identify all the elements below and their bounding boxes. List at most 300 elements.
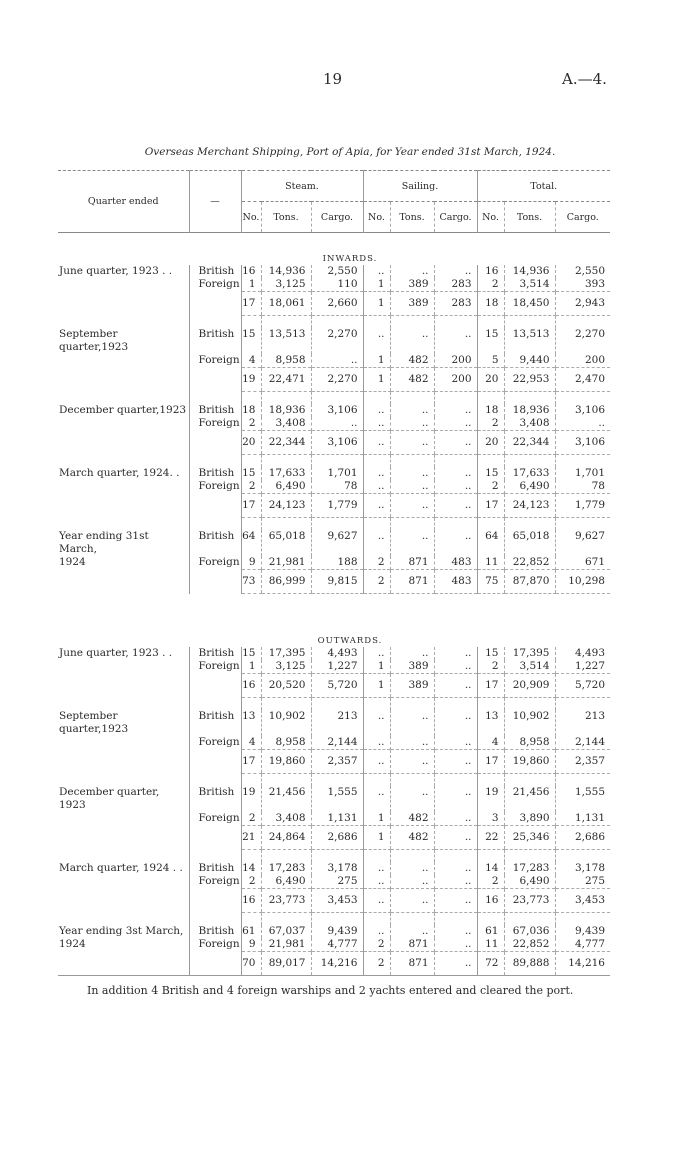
- steam-no-cell: 61: [241, 925, 261, 938]
- steam-tons-cell: 3,408: [261, 812, 311, 826]
- steam-no-total: 16: [241, 889, 261, 913]
- flag-label: British: [189, 786, 241, 812]
- empty-cell: [390, 455, 434, 468]
- total-tons-total: 18,450: [504, 292, 555, 316]
- steam-no-cell: 64: [241, 530, 261, 556]
- sailing-tons-cell: 871: [390, 556, 434, 570]
- sailing-cargo-cell: ..: [434, 480, 477, 494]
- total-no-total: 20: [477, 431, 504, 455]
- steam-no-cell: 18: [241, 404, 261, 417]
- total-cargo-cell: ..: [555, 417, 610, 431]
- spacer-row: [58, 913, 610, 926]
- total-tons-cell: 13,513: [504, 328, 555, 354]
- empty-cell: [555, 392, 610, 405]
- steam-cargo-cell: 275: [311, 875, 363, 889]
- steam-tons-cell: 65,018: [261, 530, 311, 556]
- empty-cell: [390, 698, 434, 711]
- subheader-cargo: Cargo.: [311, 202, 363, 233]
- steam-cargo-total: 2,660: [311, 292, 363, 316]
- total-no-cell: 15: [477, 647, 504, 660]
- steam-no-cell: 9: [241, 938, 261, 952]
- steam-cargo-cell: 2,270: [311, 328, 363, 354]
- empty-cell: [390, 316, 434, 329]
- sailing-tons-cell: ..: [390, 786, 434, 812]
- empty-cell: [555, 913, 610, 926]
- total-row: [58, 431, 610, 455]
- quarter-header: Quarter ended: [87, 196, 159, 207]
- table-row: [58, 938, 610, 952]
- total-no-cell: 2: [477, 278, 504, 292]
- empty-cell: [241, 698, 261, 711]
- flag-label: British: [189, 328, 241, 354]
- empty-cell: [363, 913, 390, 926]
- steam-tons-total: 24,123: [261, 494, 311, 518]
- steam-tons-cell: 67,037: [261, 925, 311, 938]
- total-tons-total: 24,123: [504, 494, 555, 518]
- empty-cell: [241, 518, 261, 531]
- total-cargo-total: 2,943: [555, 292, 610, 316]
- total-cargo-cell: 200: [555, 354, 610, 368]
- steam-tons-cell: 17,633: [261, 467, 311, 480]
- total-no-total: 20: [477, 368, 504, 392]
- table-row: [58, 660, 610, 674]
- empty-cell: [555, 455, 610, 468]
- sailing-cargo-cell: ..: [434, 328, 477, 354]
- steam-tons-total: 86,999: [261, 570, 311, 594]
- sailing-cargo-cell: 283: [434, 278, 477, 292]
- empty-cell: [477, 316, 504, 329]
- empty-cell: [189, 570, 241, 594]
- sailing-no-cell: ..: [363, 328, 390, 354]
- table-row: [58, 710, 610, 736]
- total-no-cell: 2: [477, 875, 504, 889]
- footer-rule: [58, 975, 610, 976]
- empty-cell: [390, 392, 434, 405]
- empty-cell: [58, 889, 189, 913]
- sailing-tons-total: 871: [390, 570, 434, 594]
- quarter-label: 1924: [59, 556, 86, 568]
- total-cargo-cell: 1,227: [555, 660, 610, 674]
- empty-cell: [58, 674, 189, 698]
- steam-tons-total: 23,773: [261, 889, 311, 913]
- sailing-cargo-total: ..: [434, 952, 477, 976]
- steam-tons-total: 22,344: [261, 431, 311, 455]
- sailing-tons-cell: 482: [390, 354, 434, 368]
- quarter-label: [58, 660, 189, 674]
- empty-cell: [58, 431, 189, 455]
- empty-cell: [261, 850, 311, 863]
- empty-cell: [261, 316, 311, 329]
- empty-cell: [555, 316, 610, 329]
- quarter-label: December quarter,1923: [59, 404, 187, 416]
- table-row: [58, 647, 610, 660]
- sailing-tons-cell: ..: [390, 328, 434, 354]
- document-reference: A.—4.: [562, 70, 607, 88]
- sailing-no-total: 2: [363, 570, 390, 594]
- steam-no-cell: 1: [241, 278, 261, 292]
- table-row: [58, 530, 610, 556]
- steam-tons-cell: 10,902: [261, 710, 311, 736]
- sailing-no-cell: 1: [363, 278, 390, 292]
- empty-cell: [363, 850, 390, 863]
- quarter-label: [58, 875, 189, 889]
- footnote: In addition 4 British and 4 foreign warships and 2 yachts entered and cleared the port.: [87, 984, 574, 997]
- steam-cargo-cell: 1,701: [311, 467, 363, 480]
- total-no-cell: 2: [477, 480, 504, 494]
- table-row: [58, 265, 610, 278]
- quarter-label: December quarter, 1923: [59, 786, 160, 811]
- inwards-table: [58, 265, 610, 594]
- sailing-no-cell: 2: [363, 556, 390, 570]
- steam-cargo-cell: 78: [311, 480, 363, 494]
- steam-no-total: 17: [241, 494, 261, 518]
- empty-cell: [189, 850, 241, 863]
- empty-cell: [261, 698, 311, 711]
- total-cargo-total: 1,779: [555, 494, 610, 518]
- total-no-total: 17: [477, 494, 504, 518]
- total-tons-cell: 3,408: [504, 417, 555, 431]
- table-row: [58, 467, 610, 480]
- total-no-cell: 13: [477, 710, 504, 736]
- table-row: [58, 278, 610, 292]
- outwards-table: [58, 647, 610, 976]
- empty-cell: [241, 316, 261, 329]
- total-tons-cell: 17,633: [504, 467, 555, 480]
- subheader-cargo: Cargo.: [434, 202, 477, 233]
- empty-cell: [241, 392, 261, 405]
- quarter-label: 1924: [59, 938, 86, 950]
- sailing-no-total: 1: [363, 292, 390, 316]
- total-no-total: 22: [477, 826, 504, 850]
- sailing-tons-cell: ..: [390, 467, 434, 480]
- total-no-cell: 4: [477, 736, 504, 750]
- empty-cell: [477, 518, 504, 531]
- table-row: [58, 862, 610, 875]
- empty-cell: [58, 826, 189, 850]
- empty-cell: [189, 292, 241, 316]
- sailing-cargo-cell: 483: [434, 556, 477, 570]
- sailing-cargo-total: 483: [434, 570, 477, 594]
- sailing-no-total: ..: [363, 750, 390, 774]
- sailing-no-cell: ..: [363, 480, 390, 494]
- empty-cell: [189, 913, 241, 926]
- flag-label: Foreign: [189, 354, 241, 368]
- steam-no-cell: 13: [241, 710, 261, 736]
- steam-no-cell: 15: [241, 328, 261, 354]
- total-cargo-total: 2,470: [555, 368, 610, 392]
- steam-tons-cell: 17,395: [261, 647, 311, 660]
- empty-cell: [241, 913, 261, 926]
- sailing-tons-cell: ..: [390, 925, 434, 938]
- empty-cell: [241, 455, 261, 468]
- empty-cell: [311, 774, 363, 787]
- flag-label: Foreign: [189, 938, 241, 952]
- steam-no-cell: 2: [241, 812, 261, 826]
- steam-tons-total: 24,864: [261, 826, 311, 850]
- empty-cell: [504, 698, 555, 711]
- total-tons-total: 22,953: [504, 368, 555, 392]
- steam-no-cell: 16: [241, 265, 261, 278]
- empty-cell: [189, 431, 241, 455]
- sailing-tons-total: ..: [390, 494, 434, 518]
- total-cargo-total: 5,720: [555, 674, 610, 698]
- steam-tons-cell: 8,958: [261, 354, 311, 368]
- spacer-row: [58, 850, 610, 863]
- subheader-cargo: Cargo.: [555, 202, 610, 233]
- total-no-cell: 15: [477, 328, 504, 354]
- sailing-tons-total: 871: [390, 952, 434, 976]
- flag-label: Foreign: [189, 556, 241, 570]
- steam-no-total: 17: [241, 292, 261, 316]
- steam-no-cell: 15: [241, 647, 261, 660]
- steam-cargo-cell: ..: [311, 354, 363, 368]
- subheader-tons: Tons.: [504, 202, 555, 233]
- steam-no-total: 16: [241, 674, 261, 698]
- empty-cell: [58, 850, 189, 863]
- flag-label: Foreign: [189, 660, 241, 674]
- empty-cell: [363, 518, 390, 531]
- flag-label: British: [189, 404, 241, 417]
- total-tons-cell: 65,018: [504, 530, 555, 556]
- sailing-no-cell: ..: [363, 530, 390, 556]
- quarter-label: [58, 354, 189, 368]
- total-row: [58, 292, 610, 316]
- total-tons-total: 19,860: [504, 750, 555, 774]
- empty-cell: [504, 455, 555, 468]
- table-row: [58, 404, 610, 417]
- sailing-no-total: ..: [363, 431, 390, 455]
- sailing-cargo-cell: ..: [434, 265, 477, 278]
- steam-cargo-cell: 9,627: [311, 530, 363, 556]
- total-tons-total: 22,344: [504, 431, 555, 455]
- sailing-tons-cell: ..: [390, 404, 434, 417]
- table-row: [58, 812, 610, 826]
- sailing-cargo-total: ..: [434, 431, 477, 455]
- total-tons-total: 20,909: [504, 674, 555, 698]
- empty-cell: [58, 698, 189, 711]
- total-tons-cell: 8,958: [504, 736, 555, 750]
- total-cargo-cell: 2,550: [555, 265, 610, 278]
- empty-cell: [390, 913, 434, 926]
- total-tons-total: 87,870: [504, 570, 555, 594]
- sailing-tons-cell: 482: [390, 812, 434, 826]
- steam-cargo-cell: 1,131: [311, 812, 363, 826]
- empty-cell: [390, 518, 434, 531]
- steam-cargo-total: 3,453: [311, 889, 363, 913]
- sailing-cargo-total: 200: [434, 368, 477, 392]
- empty-cell: [58, 494, 189, 518]
- total-tons-cell: 3,890: [504, 812, 555, 826]
- empty-cell: [504, 913, 555, 926]
- subheader-no: No.: [241, 202, 261, 233]
- sailing-cargo-cell: ..: [434, 925, 477, 938]
- total-cargo-total: 2,686: [555, 826, 610, 850]
- total-cargo-cell: 671: [555, 556, 610, 570]
- sailing-no-cell: ..: [363, 417, 390, 431]
- total-cargo-cell: 213: [555, 710, 610, 736]
- steam-cargo-cell: ..: [311, 417, 363, 431]
- spacer-row: [58, 316, 610, 329]
- steam-cargo-cell: 4,493: [311, 647, 363, 660]
- empty-cell: [504, 518, 555, 531]
- empty-cell: [189, 826, 241, 850]
- page-number: 19: [323, 70, 343, 88]
- total-cargo-cell: 3,106: [555, 404, 610, 417]
- total-tons-cell: 3,514: [504, 278, 555, 292]
- flag-label: Foreign: [189, 812, 241, 826]
- steam-tons-cell: 8,958: [261, 736, 311, 750]
- sailing-tons-cell: ..: [390, 710, 434, 736]
- sailing-tons-cell: ..: [390, 647, 434, 660]
- flag-label: Foreign: [189, 875, 241, 889]
- sailing-no-cell: ..: [363, 736, 390, 750]
- spacer-row: [58, 455, 610, 468]
- sailing-no-cell: ..: [363, 647, 390, 660]
- sailing-cargo-cell: ..: [434, 404, 477, 417]
- empty-cell: [261, 392, 311, 405]
- sailing-cargo-total: ..: [434, 494, 477, 518]
- steam-tons-cell: 18,936: [261, 404, 311, 417]
- steam-no-cell: 19: [241, 786, 261, 812]
- steam-cargo-total: 2,686: [311, 826, 363, 850]
- sailing-cargo-cell: ..: [434, 736, 477, 750]
- steam-cargo-cell: 1,227: [311, 660, 363, 674]
- sailing-tons-total: ..: [390, 750, 434, 774]
- empty-cell: [390, 850, 434, 863]
- total-row: [58, 826, 610, 850]
- empty-cell: [189, 368, 241, 392]
- total-no-total: 18: [477, 292, 504, 316]
- steam-cargo-total: 1,779: [311, 494, 363, 518]
- sailing-tons-cell: ..: [390, 862, 434, 875]
- empty-cell: [504, 774, 555, 787]
- total-tons-total: 23,773: [504, 889, 555, 913]
- total-cargo-cell: 9,627: [555, 530, 610, 556]
- empty-cell: [311, 392, 363, 405]
- table-row: [58, 480, 610, 494]
- quarter-label: June quarter, 1923 . .: [59, 647, 173, 659]
- sailing-no-total: ..: [363, 494, 390, 518]
- steam-tons-cell: 3,408: [261, 417, 311, 431]
- steam-no-total: 73: [241, 570, 261, 594]
- empty-cell: [58, 913, 189, 926]
- steam-no-cell: 14: [241, 862, 261, 875]
- sailing-no-cell: 1: [363, 660, 390, 674]
- total-cargo-total: 10,298: [555, 570, 610, 594]
- steam-tons-cell: 13,513: [261, 328, 311, 354]
- sailing-cargo-total: ..: [434, 889, 477, 913]
- sailing-cargo-cell: ..: [434, 530, 477, 556]
- total-cargo-total: 14,216: [555, 952, 610, 976]
- steam-no-total: 17: [241, 750, 261, 774]
- section-label-outwards: OUTWARDS.: [317, 636, 383, 646]
- sailing-tons-cell: ..: [390, 530, 434, 556]
- flag-label: British: [189, 265, 241, 278]
- empty-cell: [189, 889, 241, 913]
- empty-cell: [58, 570, 189, 594]
- total-tons-cell: 22,852: [504, 556, 555, 570]
- empty-cell: [434, 392, 477, 405]
- table-row: [58, 925, 610, 938]
- total-no-cell: 11: [477, 556, 504, 570]
- empty-cell: [261, 455, 311, 468]
- empty-cell: [189, 774, 241, 787]
- sailing-cargo-total: ..: [434, 750, 477, 774]
- empty-cell: [261, 774, 311, 787]
- quarter-label: [58, 278, 189, 292]
- steam-tons-cell: 21,981: [261, 556, 311, 570]
- total-cargo-cell: 4,777: [555, 938, 610, 952]
- empty-cell: [555, 774, 610, 787]
- steam-cargo-cell: 2,144: [311, 736, 363, 750]
- sailing-header: Sailing.: [363, 171, 477, 202]
- sailing-tons-cell: ..: [390, 480, 434, 494]
- table-row: [58, 417, 610, 431]
- steam-no-total: 20: [241, 431, 261, 455]
- total-row: [58, 570, 610, 594]
- sailing-cargo-cell: ..: [434, 467, 477, 480]
- quarter-label: [58, 417, 189, 431]
- sailing-tons-cell: 389: [390, 278, 434, 292]
- sailing-cargo-cell: 200: [434, 354, 477, 368]
- steam-no-total: 21: [241, 826, 261, 850]
- steam-cargo-cell: 213: [311, 710, 363, 736]
- steam-tons-total: 89,017: [261, 952, 311, 976]
- steam-no-total: 19: [241, 368, 261, 392]
- quarter-label: September quarter,1923: [59, 710, 129, 735]
- total-tons-cell: 3,514: [504, 660, 555, 674]
- empty-cell: [58, 368, 189, 392]
- empty-cell: [555, 850, 610, 863]
- empty-cell: [434, 774, 477, 787]
- sailing-cargo-cell: ..: [434, 875, 477, 889]
- total-cargo-total: 3,453: [555, 889, 610, 913]
- total-cargo-cell: 275: [555, 875, 610, 889]
- empty-cell: [363, 698, 390, 711]
- empty-cell: [58, 952, 189, 976]
- empty-cell: [363, 316, 390, 329]
- steam-cargo-cell: 1,555: [311, 786, 363, 812]
- steam-tons-cell: 3,125: [261, 660, 311, 674]
- total-tons-cell: 67,036: [504, 925, 555, 938]
- steam-cargo-total: 5,720: [311, 674, 363, 698]
- flag-label: Foreign: [189, 417, 241, 431]
- total-tons-cell: 22,852: [504, 938, 555, 952]
- subheader-tons: Tons.: [261, 202, 311, 233]
- total-cargo-total: 2,357: [555, 750, 610, 774]
- steam-no-cell: 1: [241, 660, 261, 674]
- empty-cell: [477, 392, 504, 405]
- total-no-cell: 11: [477, 938, 504, 952]
- flag-label: Foreign: [189, 278, 241, 292]
- sailing-no-total: 1: [363, 368, 390, 392]
- total-cargo-cell: 4,493: [555, 647, 610, 660]
- empty-cell: [390, 774, 434, 787]
- total-no-total: 17: [477, 674, 504, 698]
- total-tons-cell: 6,490: [504, 480, 555, 494]
- steam-cargo-total: 2,270: [311, 368, 363, 392]
- subheader-tons: Tons.: [390, 202, 434, 233]
- steam-cargo-total: 3,106: [311, 431, 363, 455]
- steam-no-cell: 2: [241, 875, 261, 889]
- empty-cell: [363, 774, 390, 787]
- quarter-label: March quarter, 1924 . .: [59, 862, 183, 874]
- total-no-total: 72: [477, 952, 504, 976]
- steam-tons-cell: 6,490: [261, 480, 311, 494]
- total-tons-cell: 6,490: [504, 875, 555, 889]
- sailing-tons-total: 389: [390, 292, 434, 316]
- empty-cell: [189, 455, 241, 468]
